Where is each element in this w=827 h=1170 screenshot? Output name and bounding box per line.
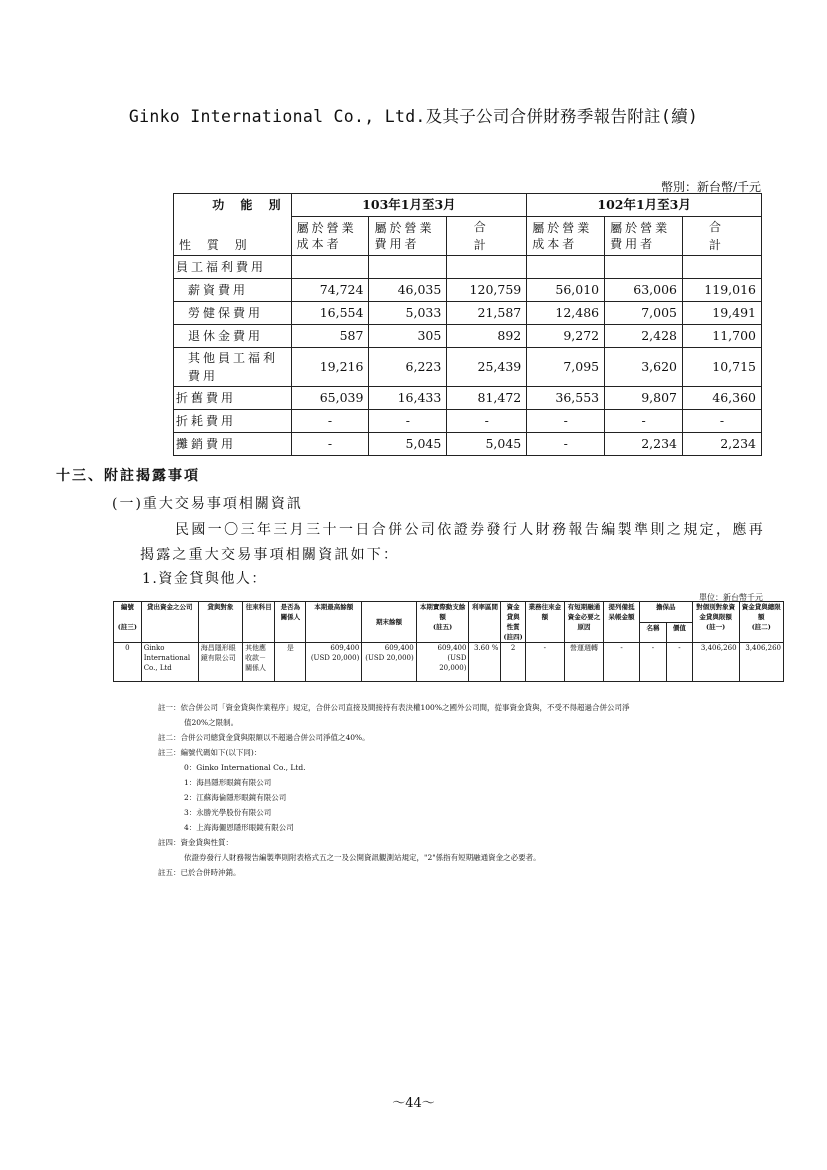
note-line: 0：Ginko International Co., Ltd. [184,763,306,772]
h-no-note: (註三) [117,623,137,631]
expense-cell: 81,472 [447,387,527,410]
loan-rate: 3.60 % [469,643,501,682]
expense-cell: - [291,410,369,433]
h-actual-note: (註五) [433,623,453,631]
expense-cell: - [527,410,605,433]
h-related: 是否為關係人 [275,602,306,643]
expense-function-table [173,193,762,456]
h-nature-note: (註四) [503,633,523,641]
expense-cell: 305 [369,325,447,348]
period-header-2: 102年1月至3月 [527,194,762,217]
expense-cell: 5,045 [369,433,447,456]
expense-cell: 74,724 [291,279,369,302]
loan-no: 0 [114,643,142,682]
expense-cell [447,256,527,279]
expense-row [174,433,762,456]
loan-end-balance: 609,400 [384,644,414,652]
expense-cell: 7,005 [605,302,683,325]
nature-label: 性 質 別 [174,217,292,256]
expense-cell: - [447,410,527,433]
expense-cell: 6,223 [369,348,447,387]
h-end-balance: 期末餘額 [362,602,416,643]
loan-lender: Ginko International Co., Ltd [141,643,198,682]
expense-cell: 63,006 [605,279,683,302]
expense-row-label: 折舊費用 [174,387,292,410]
loan-nature: 2 [501,643,525,682]
h-nature: 資金貸與性質 [506,603,520,631]
note-line: 1：海昌隱形眼鏡有限公司 [184,778,272,787]
expense-cell [683,256,762,279]
expense-cell [527,256,605,279]
note-line: 3：永勝光學股份有限公司 [184,808,272,817]
h-max-balance: 本期最高餘額 [306,602,362,643]
expense-cell: 3,620 [605,348,683,387]
loan-limit-total: 3,406,260 [739,643,783,682]
expense-cell [605,256,683,279]
subsection-heading: (一)重大交易事項相關資訊 [112,496,303,512]
expense-row-label: 折耗費用 [174,410,292,433]
h-collateral: 擔保品 [639,602,692,623]
note-line: 註一：依合併公司「資金貸與作業程序」規定，合併公司直接及間接持有表決權100%之國外公司間，從事資金貸與，不受不得超過合併公司淨 [158,703,630,712]
expense-cell: - [527,433,605,456]
expense-cell: - [291,433,369,456]
intro-paragraph: 民國一〇三年三月三十一日合併公司依證券發行人財務報告編製準則之規定，應再揭露之重大交易事項相關資訊如下： [140,522,765,563]
page-title: Ginko International Co., Ltd.及其子公司合併財務季報告附註(續) [128,107,699,126]
loan-allowance: - [604,643,640,682]
note-line: 註五：已於合併時沖銷。 [158,868,241,877]
expense-row-label: 退休金費用 [174,325,292,348]
h-rate: 利率區間 [469,602,501,643]
expense-cell: 65,039 [291,387,369,410]
expense-cell: - [369,410,447,433]
expense-row-label: 勞健保費用 [174,302,292,325]
note-line: 註三：編號代碼如下(以下同)： [158,748,262,757]
note-line: 值20%之限制。 [184,718,239,727]
h-lender: 貸出資金之公司 [141,602,198,643]
currency-unit-label: 幣別：新台幣/千元 [660,180,761,194]
loan-unit-label: 單位：新台幣千元 [699,593,763,602]
expense-cell: 892 [447,325,527,348]
h-actual: 本期實際動支餘額 [419,603,466,621]
note-line: 4：上海海儷恩隱形眼鏡有限公司 [184,823,294,832]
h-no: 編號 [120,603,134,611]
loan-table [113,601,784,682]
note-line: 註二：合併公司總貸金貸與限額以不超過合併公司淨值之40%。 [158,733,370,742]
col-cost-1: 屬於營業成本者 [291,217,369,256]
h-allowance: 提列備抵呆帳金額 [604,602,640,643]
loan-row [114,643,784,682]
expense-cell: 19,216 [291,348,369,387]
page-number: ～44～ [392,1096,435,1111]
period-header-1: 103年1月至3月 [291,194,527,217]
h-limit-each-note: (註一) [706,623,726,631]
h-account: 往來科目 [243,602,275,643]
expense-cell: 25,439 [447,348,527,387]
section-heading: 十三、附註揭露事項 [56,468,200,484]
h-limit-total-note: (註二) [751,623,771,631]
notes-list [158,700,768,880]
expense-cell: 2,234 [683,433,762,456]
col-expense-2: 屬於營業費用者 [605,217,683,256]
loan-actual-usd: (USD 20,000) [439,654,467,672]
expense-cell: 36,553 [527,387,605,410]
expense-cell: 7,095 [527,348,605,387]
expense-cell [369,256,447,279]
loan-end-balance-usd: (USD 20,000) [365,654,414,662]
loan-related: 是 [275,643,306,682]
expense-cell: 12,486 [527,302,605,325]
h-borrower: 貸與對象 [198,602,242,643]
loan-reason: 營運週轉 [564,643,603,682]
expense-cell: 587 [291,325,369,348]
h-business: 業務往來金額 [525,602,564,643]
loan-limit-each: 3,406,260 [692,643,739,682]
expense-row-label: 薪資費用 [174,279,292,302]
expense-row [174,279,762,302]
function-label: 功 能 別 [174,194,292,217]
h-limit-each: 對個別對象資金貸與限額 [696,603,736,621]
expense-cell: 2,234 [605,433,683,456]
note-line: 依證券發行人財務報告編製準則附表格式五之一及公開資訊觀測站規定，"2"係指有短期融通資金之必要者。 [184,853,541,862]
loan-coll-value: - [667,643,693,682]
item-heading: 1.資金貸與他人： [142,571,267,587]
loan-business: - [525,643,564,682]
expense-cell: - [683,410,762,433]
expense-cell: - [605,410,683,433]
h-coll-name: 名稱 [639,622,666,643]
expense-cell: 19,491 [683,302,762,325]
col-total-2: 合 計 [683,217,762,256]
expense-row-label: 員工福利費用 [174,256,292,279]
note-line: 註四：資金貸與性質： [158,838,233,847]
loan-borrower: 海昌隱形眼鏡有限公司 [198,643,242,682]
loan-max-balance-usd: (USD 20,000) [310,654,360,662]
expense-cell: 120,759 [447,279,527,302]
note-line: 2：江蘇海倫隱形眼鏡有限公司 [184,793,287,802]
expense-cell: 10,715 [683,348,762,387]
expense-cell: 56,010 [527,279,605,302]
expense-cell: 5,033 [369,302,447,325]
expense-row-label: 其他員工福利費用 [174,348,292,387]
expense-row-label: 攤銷費用 [174,433,292,456]
h-reason: 有短期融通資金必要之原因 [564,602,603,643]
expense-cell: 46,360 [683,387,762,410]
loan-max-balance: 609,400 [330,644,360,652]
col-total-1: 合 計 [447,217,527,256]
loan-actual: 609,400 [437,644,467,652]
expense-row [174,348,762,387]
expense-cell: 9,807 [605,387,683,410]
expense-cell: 11,700 [683,325,762,348]
expense-cell [291,256,369,279]
h-coll-value: 價值 [667,622,693,643]
expense-rows [174,256,762,456]
col-expense-1: 屬於營業費用者 [369,217,447,256]
loan-coll-name: - [639,643,666,682]
expense-cell: 9,272 [527,325,605,348]
expense-cell: 21,587 [447,302,527,325]
col-cost-2: 屬於營業成本者 [527,217,605,256]
expense-cell: 119,016 [683,279,762,302]
expense-cell: 46,035 [369,279,447,302]
expense-cell: 16,433 [369,387,447,410]
h-limit-total: 資金貸與總限額 [741,603,781,621]
expense-cell: 2,428 [605,325,683,348]
expense-cell: 5,045 [447,433,527,456]
loan-account: 其他應收款－關係人 [243,643,275,682]
expense-row [174,325,762,348]
expense-row [174,256,762,279]
expense-cell: 16,554 [291,302,369,325]
expense-row [174,387,762,410]
expense-row [174,410,762,433]
expense-row [174,302,762,325]
